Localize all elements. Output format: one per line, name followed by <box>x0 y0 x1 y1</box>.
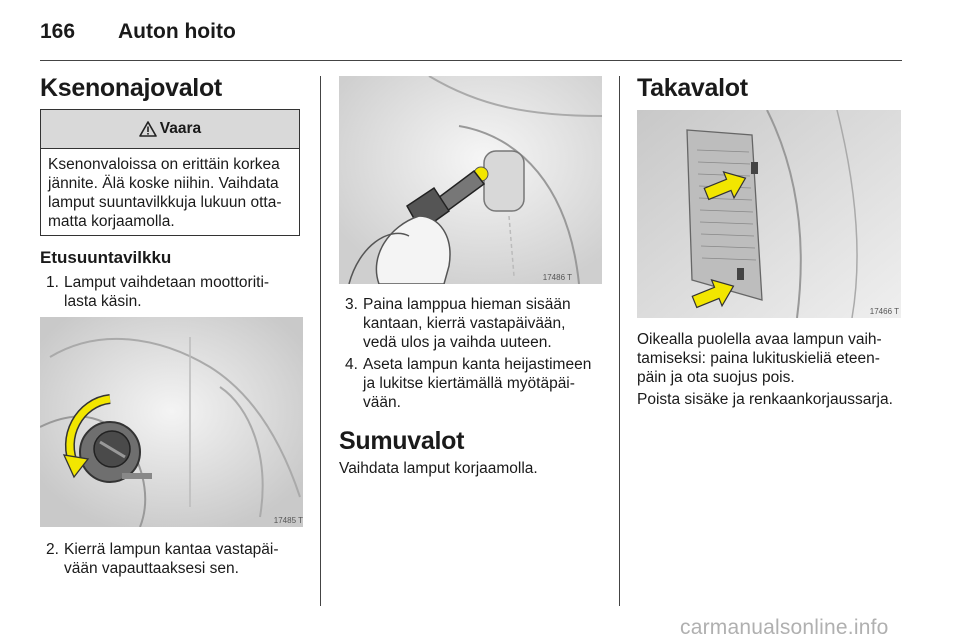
figure-code: 17486 T <box>542 273 572 282</box>
paragraph-line: päin ja ota suojus pois. <box>637 369 795 386</box>
step-2-text <box>64 540 279 578</box>
column-divider <box>320 76 321 606</box>
step-line: Aseta lampun kanta heijastimeen <box>363 356 592 373</box>
warning-line: jännite. Älä koske niihin. Vaihdata <box>48 175 279 192</box>
watermark: carmanualsonline.info <box>680 616 889 639</box>
step-line: Lamput vaihdetaan moottoriti- <box>64 274 270 291</box>
step-number: 4. <box>345 356 358 373</box>
warning-line: lamput suuntavilkkuja lukuun otta- <box>48 194 282 211</box>
paragraph-line: tamiseksi: paina lukituskieliä eteen- <box>637 350 880 367</box>
figure-code: 17485 T <box>273 516 303 525</box>
step-1-text <box>64 273 269 311</box>
figure-bulb-removal <box>339 76 602 284</box>
step-line: vedä ulos ja vaihda uuteen. <box>363 334 552 351</box>
fog-lights-title: Sumuvalot <box>339 427 465 455</box>
column-divider <box>619 76 620 606</box>
bulb-twist-illustration <box>40 317 303 527</box>
step-line: vään. <box>363 394 401 411</box>
warning-label: Vaara <box>159 120 202 137</box>
step-line: Paina lamppua hieman sisään <box>363 296 571 313</box>
front-indicator-subtitle: Etusuuntavilkku <box>40 248 172 267</box>
step-3-text <box>363 295 571 352</box>
step-number: 3. <box>345 296 358 313</box>
warning-line: matta korjaamolla. <box>48 213 175 230</box>
figure-code: 17466 T <box>869 307 899 316</box>
warning-text <box>41 149 299 237</box>
step-line: lasta käsin. <box>64 293 142 310</box>
figure-rear-lights <box>637 110 901 318</box>
header-rule <box>40 60 902 61</box>
step-number: 2. <box>46 541 59 558</box>
warning-box <box>40 109 300 236</box>
bulb-removal-illustration <box>339 76 602 284</box>
rear-lights-paragraph-1 <box>637 330 882 387</box>
xenon-title: Ksenonajovalot <box>40 74 222 102</box>
page-number: 166 <box>40 20 76 43</box>
figure-front-indicator <box>40 317 303 527</box>
step-4-text <box>363 355 591 412</box>
warning-header <box>41 110 299 149</box>
step-line: vään vapauttaaksesi sen. <box>64 560 239 577</box>
rear-lights-paragraph-2: Poista sisäke ja renkaankorjaussarja. <box>637 391 893 408</box>
section-title: Auton hoito <box>118 20 236 43</box>
warning-triangle-icon <box>139 121 157 137</box>
warning-line: Ksenonvaloissa on erittäin korkea <box>48 156 280 173</box>
step-line: ja lukitse kiertämällä myötäpäi- <box>363 375 575 392</box>
rear-lights-title: Takavalot <box>637 74 748 102</box>
step-line: kantaan, kierrä vastapäivään, <box>363 315 566 332</box>
step-line: Kierrä lampun kantaa vastapäi- <box>64 541 279 558</box>
step-number: 1. <box>46 274 59 291</box>
paragraph-line: Oikealla puolella avaa lampun vaih- <box>637 331 882 348</box>
fog-lights-text: Vaihdata lamput korjaamolla. <box>339 460 538 477</box>
rear-lights-illustration <box>637 110 901 318</box>
